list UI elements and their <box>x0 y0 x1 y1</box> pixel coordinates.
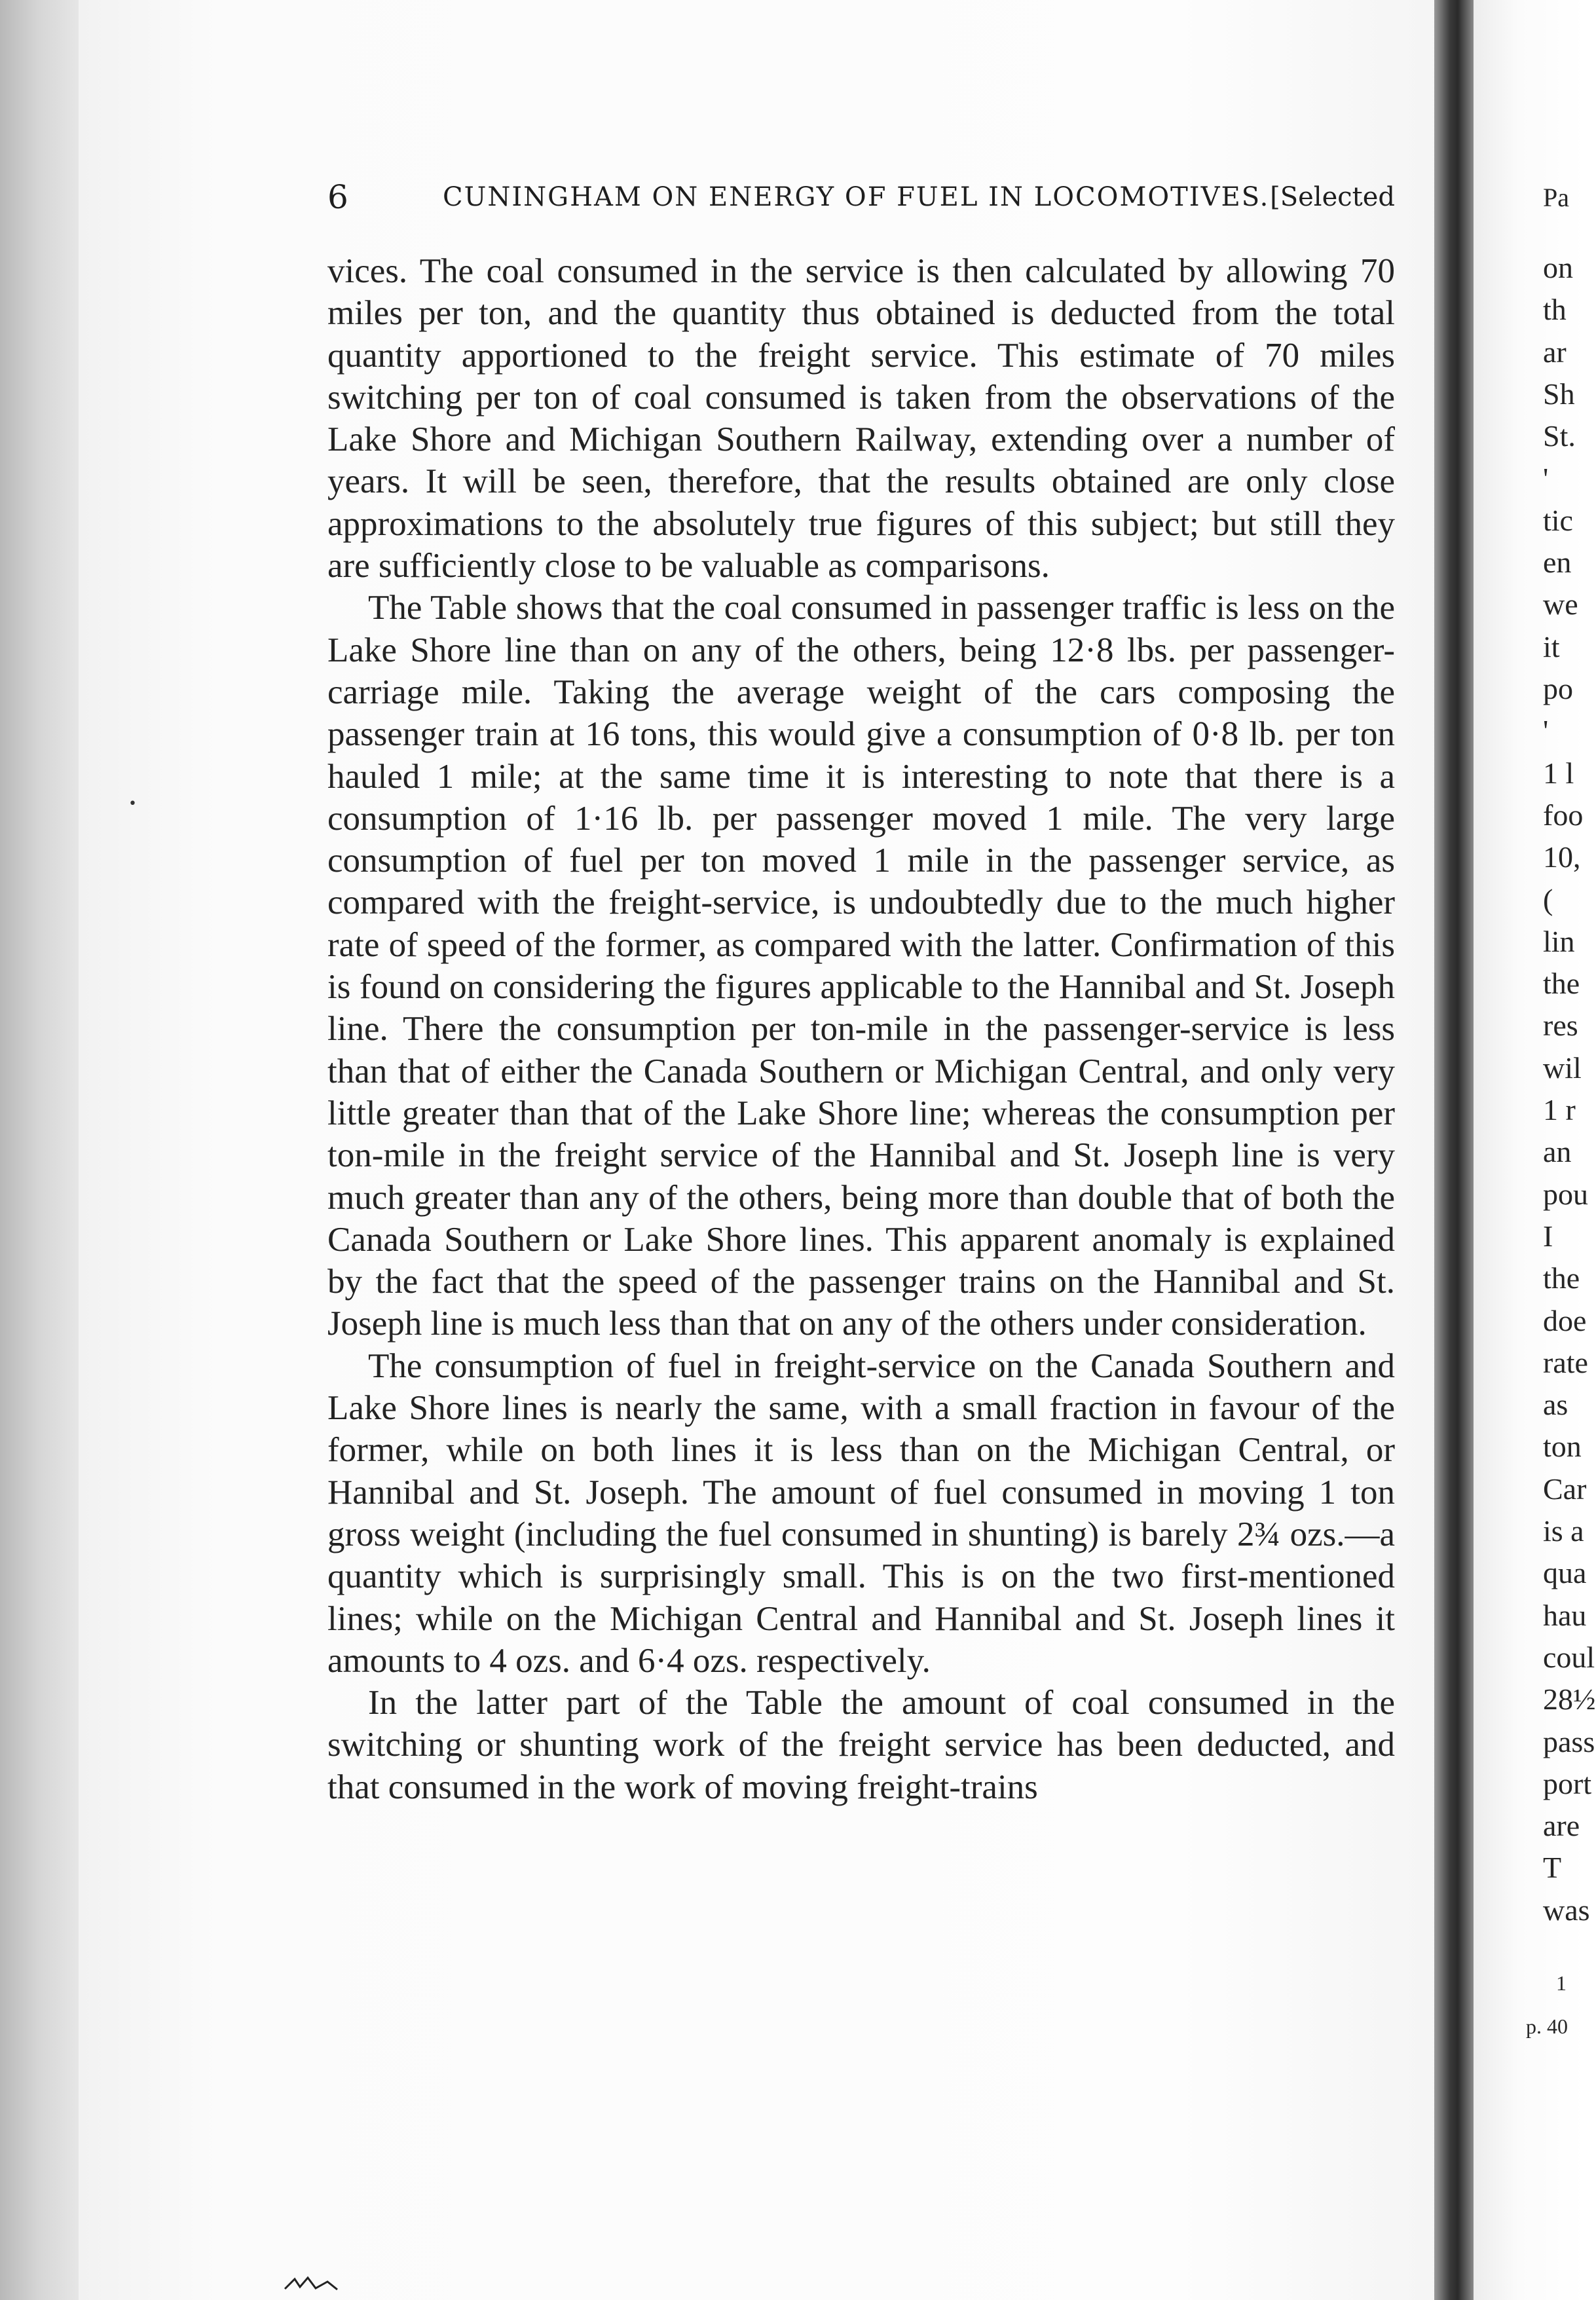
facing-page-line-fragment: po <box>1543 672 1573 705</box>
facing-page-line-fragment: St. <box>1543 419 1576 453</box>
facing-page-line-fragment: ' <box>1543 461 1549 495</box>
facing-page-line-fragment: Car <box>1543 1472 1587 1506</box>
facing-page-line-fragment: wil <box>1543 1050 1582 1085</box>
facing-page-line-fragment: 1 l <box>1543 756 1574 790</box>
margin-mark: • <box>128 796 137 812</box>
facing-page-line-fragment: the <box>1543 967 1580 1001</box>
facing-page-line-fragment: hau <box>1543 1598 1587 1632</box>
facing-page-line-fragment: 28½ <box>1543 1682 1596 1716</box>
facing-page-line-fragment: ' <box>1543 714 1549 748</box>
facing-page-line-fragment: port <box>1543 1766 1592 1800</box>
facing-page-line-fragment: 10, <box>1543 840 1581 874</box>
section-tag: [Selected <box>1270 182 1395 212</box>
facing-page-line-fragment: T <box>1543 1851 1562 1885</box>
facing-page-line-fragment: ton <box>1543 1430 1582 1464</box>
scan-speck <box>282 2272 341 2292</box>
facing-page-line-fragment: are <box>1543 1809 1580 1843</box>
facing-page-line-fragment: the <box>1543 1261 1580 1295</box>
body-text <box>327 250 1395 1808</box>
facing-page-line-fragment: en <box>1543 546 1572 580</box>
facing-page-line-fragment: qua <box>1543 1556 1587 1590</box>
facing-page-line-fragment: on <box>1543 251 1573 284</box>
running-title: CUNINGHAM ON ENERGY OF FUEL IN LOCOMOTIVES. <box>443 182 1270 212</box>
facing-page-line-fragment: res <box>1543 1009 1578 1043</box>
facing-page-line-fragment: I <box>1543 1219 1553 1253</box>
facing-page-line-fragment: as <box>1543 1388 1568 1422</box>
facing-page-line-fragment: ( <box>1543 882 1553 916</box>
paragraph-3: The consumption of fuel in freight-service on the Canada Southern and Lake Shore lines is nearly the same, with a small fraction in favour of the former, while on both lines it is less than on the Michigan Central, or Hannibal and St. Joseph. The amount of fuel consumed in moving 1 ton gross weight (including the fuel consumed in shunting) is barely 2¾ ozs.—a quantity which is surprisingly small. This is on the two first-mentioned lines; while on the Michigan Central and Hannibal and St. Joseph lines it amounts to 4 ozs. and 6·4 ozs. respectively. <box>327 1346 1395 1680</box>
facing-page-line-fragment: pass <box>1543 1724 1595 1758</box>
page-number: 6 <box>327 178 350 216</box>
facing-page-line-fragment: an <box>1543 1135 1572 1169</box>
facing-page-line-fragment: rate <box>1543 1345 1588 1379</box>
facing-page-line-fragment: doe <box>1543 1303 1587 1337</box>
facing-page-line-fragment: ar <box>1543 335 1567 369</box>
facing-page-line-fragment: coul <box>1543 1640 1595 1674</box>
paragraph-2: The Table shows that the coal consumed in passenger traffic is less on the Lake Shore line than on any of the others, being 12·8 lbs. per passenger-carriage mile. Taking the average weight of the cars composing the passenger train at 16 tons, this would give a consumption of 0·8 lb. per ton hauled 1 mile; at the same time it is interesting to note that there is a consumption of 1·16 lb. per passenger moved 1 mile. The very large consumption of fuel per ton moved 1 mile in the passenger service, as compared with the freight-service, is undoubtedly due to the much higher rate of speed of the former, as compared with the latter. Confirmation of this is found on considering the figures applicable to the Hannibal and St. Joseph line. There the consumption per ton-mile in the passenger-service is less than that of either the Canada Southern or Michigan Central, and only very little greater than that of the Lake Shore line; whereas the consumption per ton-mile in the freight service of the Hannibal and St. Joseph line is very much greater than any of the others, being more than double that of both the Canada Southern or Lake Shore lines. This apparent anomaly is explained by the fact that the speed of the passenger trains on the Hannibal and St. Joseph line is much less than that on any of the others under consideration. <box>327 589 1395 1343</box>
facing-page-line-fragment: it <box>1543 629 1560 663</box>
facing-page-footnote-fragment: p. 40 <box>1526 2014 1568 2038</box>
facing-page-line-fragment: th <box>1543 293 1567 327</box>
facing-page-line-fragment: is a <box>1543 1514 1584 1548</box>
facing-page-header-fragment: Pa <box>1543 183 1569 212</box>
facing-page-line-fragment: foo <box>1543 798 1584 832</box>
facing-page-line-fragment: lin <box>1543 924 1575 958</box>
facing-page-line-fragment: pou <box>1543 1177 1588 1211</box>
facing-page-footnote-fragment: 1 <box>1556 1971 1567 1995</box>
paragraph-1: vices. The coal consumed in the service is then calculated by allowing 70 miles per ton, and the quantity thus obtained is deducted from the total quantity apportioned to the freight service. This estimate of 70 miles switching per ton of coal consumed is taken from the observations of the Lake Shore and Michigan Southern Railway, extending over a number of years. It will be seen, therefore, that the results obtained are only close approximations to the absolutely true figures of this subject; but still they are sufficiently close to be valuable as comparisons. <box>327 252 1395 585</box>
facing-page-line-fragment: we <box>1543 587 1578 621</box>
facing-page-line-fragment: tic <box>1543 503 1573 537</box>
facing-page-line-fragment: 1 r <box>1543 1093 1576 1126</box>
book-gutter <box>1434 0 1474 2300</box>
facing-page-line-fragment: Sh <box>1543 377 1575 411</box>
facing-page-line-fragment: was <box>1543 1893 1590 1927</box>
paragraph-4: In the latter part of the Table the amount of coal consumed in the switching or shunting work of the freight service has been deducted, and that consumed in the work of moving freight-trains <box>327 1684 1395 1806</box>
